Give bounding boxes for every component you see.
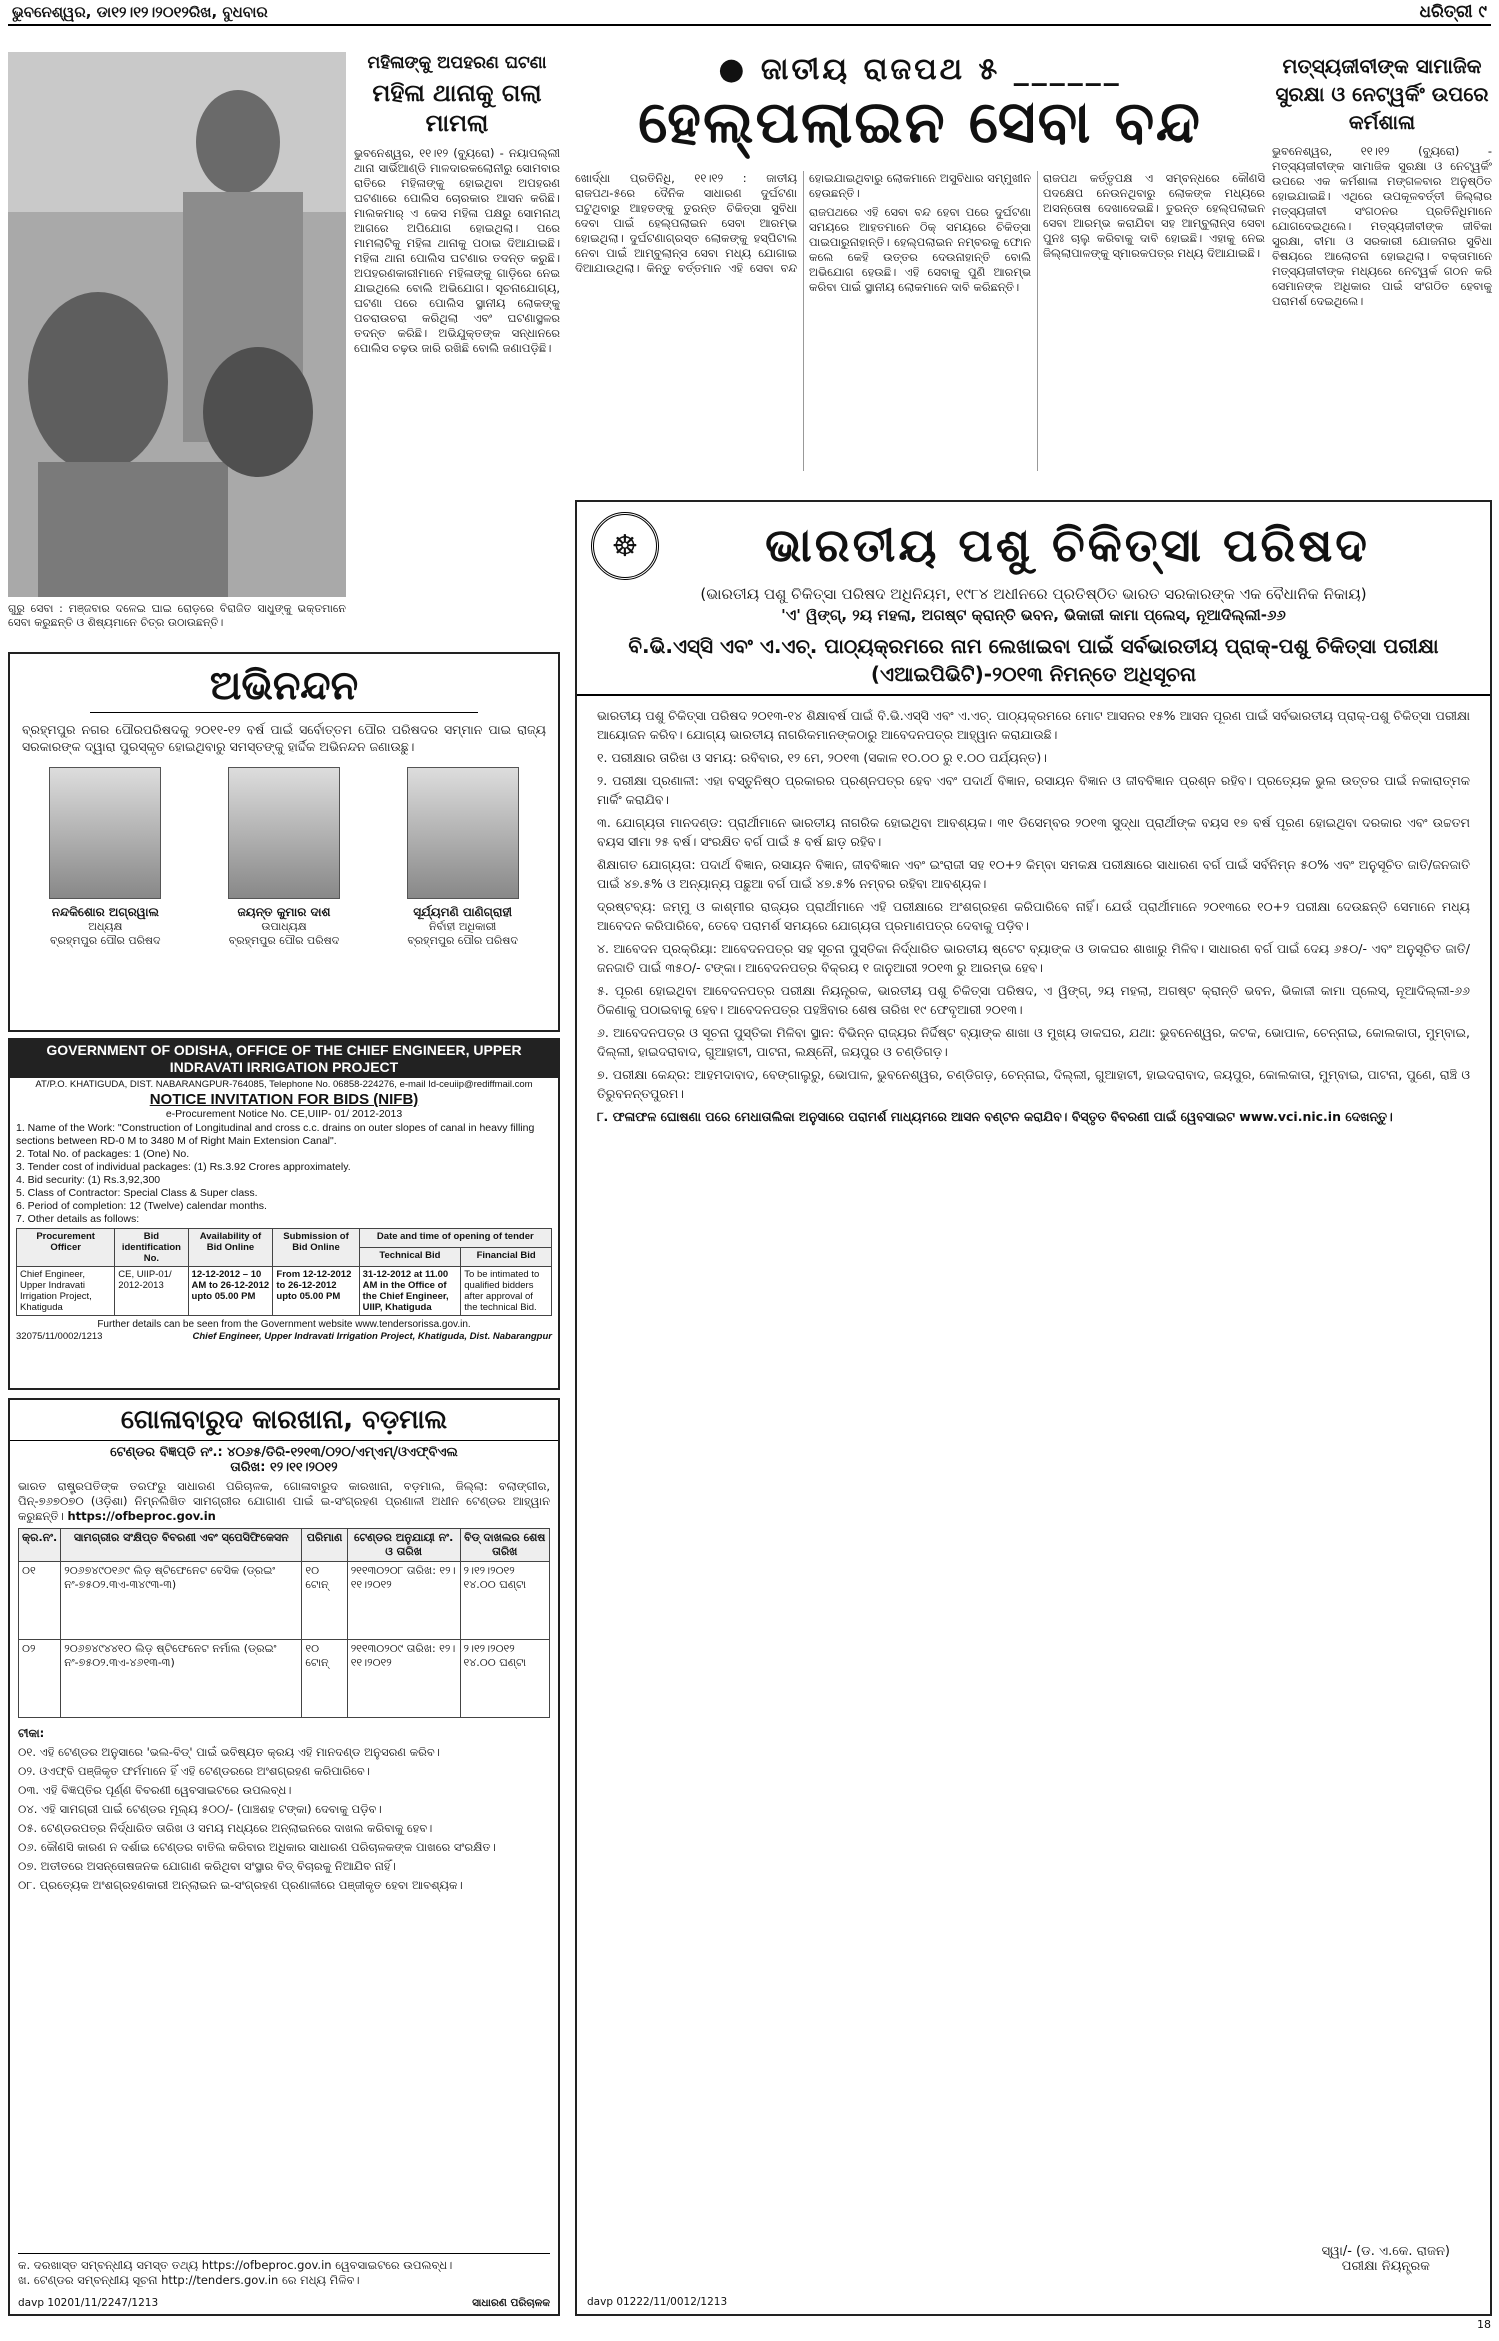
nifb-item: 6. Period of completion: 12 (Twelve) calendar months. xyxy=(16,1200,267,1212)
nifb-sign: Chief Engineer, Upper Indravati Irrigation Project, Khatiguda, Dist. Nabarangpur xyxy=(192,1331,552,1342)
vci-sub2: 'ଏ' ୱିଙ୍ଗ୍, ୨ୟ ମହଲା, ଅଗଷ୍ଟ କ୍ରାନ୍ତି ଭବନ, ଭିକାଜୀ କାମା ପ୍ଲେସ୍, ନୂଆଦିଲ୍ଲୀ-୬୬ xyxy=(781,606,1286,624)
factory-note: ୦୩. ଏହି ବିଜ୍ଞପ୍ତିର ପୂର୍ଣ୍ଣ ବିବରଣୀ ୱେବସାଇଟରେ ଉପଲବ୍ଧ। xyxy=(18,1783,292,1797)
person-name: ଜୟନ୍ତ କୁମାର ଦାଶ xyxy=(237,905,331,919)
table-cell: CE, UIIP-01/ 2012-2013 xyxy=(115,1267,188,1316)
abhinandan-person-1 xyxy=(20,767,190,948)
nifb-item: 7. Other details as follows: xyxy=(16,1213,140,1225)
nifb-item: 1. Name of the Work: "Construction of Longitudinal and cross c.c. drains on outer slopes of canal in heavy filling sections between RD-0 M to 3480 M of Right Main Extension Canal". xyxy=(16,1122,535,1147)
table-row xyxy=(17,1267,552,1316)
nifb-col-group: Date and time of opening of tender xyxy=(359,1229,551,1248)
page-number: 18 xyxy=(1477,2318,1491,2331)
main-story-headline: ହେଲ୍‌ପଲାଇନ ସେବା ବନ୍ଦ xyxy=(638,88,1202,156)
abhinandan-person-2 xyxy=(199,767,369,948)
factory-col-header: ବିଡ୍ ଦାଖଲର ଶେଷ ତାରିଖ xyxy=(460,1529,549,1562)
table-cell: ୨୧୧୩୦୨୦୯ ତାରିଖ: ୧୨।୧୧।୨୦୧୨ xyxy=(347,1640,460,1718)
vci-title: ଭାରତୀୟ ପଶୁ ଚିକିତ୍ସା ପରିଷଦ xyxy=(765,518,1370,572)
table-cell: ୨।୧୨।୨୦୧୨ ୧୪.୦୦ ଘଣ୍ଟା xyxy=(460,1640,549,1718)
factory-note: ୦୫. ଟେଣ୍ଡରପତ୍ର ନିର୍ଦ୍ଧାରିତ ତାରିଖ ଓ ସମୟ ମଧ୍ୟରେ ଅନ୍‌ଲାଇନରେ ଦାଖଲ କରିବାକୁ ହେବ। xyxy=(18,1821,433,1835)
factory-tender-no: ଟେଣ୍ଡର ବିଜ୍ଞପ୍ତି ନଂ.: ୪୦୬୫/ତିରି-୧୨୧୩/୦୨୦/ଏମ୍‌ଏମ୍/ଓଏଫ୍‌ବିଏଲ xyxy=(110,1445,458,1460)
vci-paragraph: ୫. ପୂରଣ ହୋଇଥିବା ଆବେଦନପତ୍ର ପରୀକ୍ଷା ନିୟନ୍ତ୍ରକ, ଭାରତୀୟ ପଶୁ ଚିକିତ୍ସା ପରିଷଦ, ଏ ୱିଙ୍ଗ୍, ୨ୟ ମହଲା, ଅଗଷ୍ଟ କ୍ରାନ୍ତି ଭବନ, ଭିକାଜୀ କାମା ପ୍ଲେସ୍, ନୂଆଦିଲ୍ଲୀ-୬୬ ଠିକଣାକୁ ପଠାଇବାକୁ ହେବ। ଆବେଦନପତ୍ର ପହଞ୍ଚିବାର ଶେଷ ତାରିଖ ୧୯ ଫେବୃଆରୀ ୨୦୧୩। xyxy=(597,983,1470,1017)
factory-note: ୦୨. ଓଏଫ୍‌ବି ପଞ୍ଜିକୃତ ଫର୍ମମାନେ ହିଁ ଏହି ଟେଣ୍ଡରରେ ଅଂଶଗ୍ରହଣ କରିପାରିବେ। xyxy=(18,1764,370,1778)
vci-paragraph: ୭. ପରୀକ୍ଷା କେନ୍ଦ୍ର: ଆହମଦାବାଦ, ବେଙ୍ଗାଲୁରୁ, ଭୋପାଳ, ଭୁବନେଶ୍ୱର, ଚଣ୍ଡିଗଡ଼, ଚେନ୍ନାଇ, ଦିଲ୍ଲୀ, ଗୁଆହାଟୀ, ହାଇଦରାବାଦ, ଜୟପୁର, କୋଲକାତା, ମୁମ୍ବାଇ, ପାଟନା, ପୁଣେ, ରାଞ୍ଚି ଓ ତିରୁବନନ୍ତପୁରମ। xyxy=(597,1067,1470,1101)
nifb-item: 2. Total No. of packages: 1 (One) No. xyxy=(16,1148,190,1160)
factory-intro-text: ଭାରତ ରାଷ୍ଟ୍ରପତିଙ୍କ ତରଫରୁ ସାଧାରଣ ପରିଚାଳକ, ଗୋଳାବାରୁଦ କାରଖାନା, ବଡ଼ମାଲ, ଜିଲ୍ଲା: ବଲାଙ୍ଗୀର, ପିନ୍-୭୬୭୦୭୦ (ଓଡ଼ିଶା) ନିମ୍ନଲିଖିତ ସାମଗ୍ରୀର ଯୋଗାଣ ପାଇଁ ଇ-ସଂଗ୍ରହଣ ପ୍ରଣାଳୀ ଅଧୀନ ଟେଣ୍ଡର ଆହ୍ୱାନ କରୁଛନ୍ତି। xyxy=(18,1479,550,1523)
main-story-col3: ରାଜପଥ କର୍ତ୍ତୃପକ୍ଷ ଏ ସମ୍ବନ୍ଧରେ କୌଣସି ପଦକ୍ଷେପ ନେଉନଥିବାରୁ ଲୋକଙ୍କ ମଧ୍ୟରେ ଅସନ୍ତୋଷ ଦେଖାଦେଇଛି। ତୁରନ୍ତ ହେଲ୍‌ପଲାଇନ ସେବା ଆରମ୍ଭ କରାଯିବା ସହ ଆମ୍ବୁଲାନ୍ସ ସେବା ପୁନଃ ଚାଲୁ କରିବାକୁ ଦାବି ହୋଇଛି। ଏହାକୁ ନେଇ ଜିଲ୍ଲାପାଳଙ୍କୁ ସ୍ମାରକପତ୍ର ମଧ୍ୟ ଦିଆଯାଇଛି। xyxy=(1043,171,1265,260)
table-cell: ୧୦ ଟୋନ୍ xyxy=(302,1640,347,1718)
main-story-col1: ଖୋର୍ଦ୍ଧା ପ୍ରତିନିଧି, ୧୧।୧୨ : ଜାତୀୟ ରାଜପଥ-୫ରେ ଦୈନିକ ସାଧାରଣ ଦୁର୍ଘଟଣା ଘଟୁଥିବାରୁ ଆହତଙ୍କୁ ତୁରନ୍ତ ଚିକିତ୍ସା ସୁବିଧା ଦେବା ପାଇଁ ହେଲ୍‌ପଲାଇନ ସେବା ଆରମ୍ଭ ହୋଇଥିଲା। ଦୁର୍ଘଟଣାଗ୍ରସ୍ତ ଲୋକଙ୍କୁ ହସ୍ପିଟାଲ ନେବା ପାଇଁ ଆମ୍ବୁଲାନ୍ସ ସେବା ମଧ୍ୟ ଯୋଗାଇ ଦିଆଯାଉଥିଲା। କିନ୍ତୁ ବର୍ତ୍ତମାନ ଏହି ସେବା ବନ୍ଦ ହୋଇଯାଇଥିବାରୁ ଲୋକମାନେ ଅସୁବିଧାର ସମ୍ମୁଖୀନ ହେଉଛନ୍ତି। xyxy=(575,171,1031,275)
table-cell: From 12-12-2012 to 26-12-2012 upto 05.00 PM xyxy=(273,1267,359,1316)
portrait-photo xyxy=(407,767,519,899)
vci-body xyxy=(577,696,1490,1140)
factory-table xyxy=(18,1528,550,1718)
table-cell: ୨୦୬୭୪୯୦୧୬୯ ଲିଡ଼ ଷ୍ଟିଫେନେଟ ବେସିକ (ଡ୍ରଇଂ ନଂ-୭୫୦୨.୩ଏ-୩୪୯୩-୩) xyxy=(61,1562,302,1640)
table-cell: ୧୦ ଟୋନ୍ xyxy=(302,1562,347,1640)
person-role: ଅଧ୍ୟକ୍ଷ xyxy=(88,920,123,933)
vci-paragraph: ଦ୍ରଷ୍ଟବ୍ୟ: ଜମ୍ମୁ ଓ କାଶ୍ମୀର ରାଜ୍ୟର ପ୍ରାର୍ଥୀମାନେ ଏହି ପରୀକ୍ଷାରେ ଅଂଶଗ୍ରହଣ କରିପାରିବେ ନାହିଁ। ଯେଉଁ ପ୍ରାର୍ଥୀମାନେ ୨୦୧୩ରେ ୧୦+୨ ପରୀକ୍ଷା ଦେଉଛନ୍ତି ସେମାନେ ମଧ୍ୟ ଆବେଦନ କରିପାରିବେ, ତେବେ ପରାମର୍ଶ ସମୟରେ ଯୋଗ୍ୟତା ପ୍ରମାଣପତ୍ର ଦେବାକୁ ପଡ଼ିବ। xyxy=(597,899,1470,933)
factory-note: ୦୭. ଅତୀତରେ ଅସନ୍ତୋଷଜନକ ଯୋଗାଣ କରିଥିବା ସଂସ୍ଥାର ବିଡ୍ ବିଚାରକୁ ନିଆଯିବ ନାହିଁ। xyxy=(18,1859,396,1873)
abhinandan-title: ଅଭିନନ୍ଦନ xyxy=(90,660,478,713)
factory-col-header: ଟେଣ୍ଡର ଅନୁଯାୟୀ ନଂ. ଓ ତାରିଖ xyxy=(347,1529,460,1562)
table-cell: 12-12-2012 – 10 AM to 26-12-2012 upto 05.00 PM xyxy=(188,1267,273,1316)
table-row xyxy=(19,1640,550,1718)
vci-paragraph: ୮. ଫଳାଫଳ ଘୋଷଣା ପରେ ମେଧାତାଲିକା ଅନୁସାରେ ପରାମର୍ଶ ମାଧ୍ୟମରେ ଆସନ ବଣ୍ଟନ କରାଯିବ। ବିସ୍ତୃତ ବିବରଣୀ ପାଇଁ ୱେବସାଇଟ www.vci.nic.in ଦେଖନ୍ତୁ। xyxy=(597,1109,1393,1124)
vci-paragraph: ୩. ଯୋଗ୍ୟତା ମାନଦଣ୍ଡ: ପ୍ରାର୍ଥୀମାନେ ଭାରତୀୟ ନାଗରିକ ହୋଇଥିବା ଆବଶ୍ୟକ। ୩୧ ଡିସେମ୍ବର ୨୦୧୩ ସୁଦ୍ଧା ପ୍ରାର୍ଥୀଙ୍କ ବୟସ ୧୭ ବର୍ଷ ପୂରଣ ହୋଇଥିବା ଦରକାର ଏବଂ ଉଚ୍ଚତମ ବୟସ ସୀମା ୨୫ ବର୍ଷ। ସଂରକ୍ଷିତ ବର୍ଗ ପାଇଁ ୫ ବର୍ଷ ଛାଡ଼ ରହିବ। xyxy=(597,815,1470,849)
right-story xyxy=(1272,52,1492,492)
factory-col-header: ସାମଗ୍ରୀର ସଂକ୍ଷିପ୍ତ ବିବରଣୀ ଏବଂ ସ୍ପେସିଫିକେସନ xyxy=(61,1529,302,1562)
factory-notes xyxy=(10,1718,558,1901)
brand-page-number: ଧରିତ୍ରୀ ୯ xyxy=(1419,2,1487,22)
nifb-items xyxy=(10,1120,558,1228)
photo-caption: ଗୁରୁ ସେବା : ମଞ୍ଜବାର ଦଳେଇ ଘାଇ ରୋଡ଼ରେ ବିରାଜିତ ସାଧୁଙ୍କୁ ଭକ୍ତମାନେ ସେବା କରୁଛନ୍ତି ଓ ଶିଷ୍ୟମାନେ ଚିତ୍ର ଉଠାଉଛନ୍ତି। xyxy=(8,602,346,629)
nifb-notice xyxy=(8,1038,560,1390)
person-role: ନିର୍ବାହୀ ଅଧିକାରୀ xyxy=(428,920,497,933)
person-org: ବ୍ରହ୍ମପୁର ପୌର ପରିଷଦ xyxy=(228,934,340,947)
factory-date: ତାରିଖ: ୧୨।୧୧।୨୦୧୨ xyxy=(230,1460,338,1475)
abhinandan-people xyxy=(10,763,558,952)
factory-sign: ସାଧାରଣ ପରିଚାଳକ xyxy=(472,2297,550,2309)
nifb-item: 4. Bid security: (1) Rs.3,92,300 xyxy=(16,1174,161,1186)
factory-col-header: ପରିମାଣ xyxy=(302,1529,347,1562)
nifb-notice-no: e-Procurement Notice No. CE,UIIP- 01/ 2012-2013 xyxy=(165,1108,403,1120)
factory-tender xyxy=(8,1398,560,2316)
nifb-further: Further details can be seen from the Government website www.tendersorissa.gov.in. xyxy=(97,1319,471,1330)
vci-paragraph: ଭାରତୀୟ ପଶୁ ଚିକିତ୍ସା ପରିଷଦ ୨୦୧୩-୧୪ ଶିକ୍ଷାବର୍ଷ ପାଇଁ ବି.ଭି.ଏସ୍‌ସି ଏବଂ ଏ.ଏଚ୍. ପାଠ୍ୟକ୍ରମରେ ମୋଟ ଆସନର ୧୫% ଆସନ ପୂରଣ ପାଇଁ ସର୍ବଭାରତୀୟ ପ୍ରାକ୍-ପଶୁ ଚିକିତ୍ସା ପରୀକ୍ଷା ଆୟୋଜନ କରିବ। ଯୋଗ୍ୟ ଭାରତୀୟ ନାଗରିକମାନଙ୍କଠାରୁ ଆବେଦନପତ୍ର ଆହ୍ୱାନ କରାଯାଉଛି। xyxy=(597,708,1470,742)
factory-note: ୦୧. ଏହି ଟେଣ୍ଡର ଅନୁସାରେ 'ଭଲ-ବିଡ୍' ପାଇଁ ଭବିଷ୍ୟତ କ୍ରୟ ଏହି ମାନଦଣ୍ଡ ଅନୁସରଣ କରିବ। xyxy=(18,1745,440,1759)
nifb-title: NOTICE INVITATION FOR BIDS (NIFB) xyxy=(149,1091,419,1108)
right-story-headline: ମତ୍ସ୍ୟଜୀବୀଙ୍କ ସାମାଜିକ ସୁରକ୍ଷା ଓ ନେଟ୍‌ୱର୍କିଂ ଉପରେ କର୍ମଶାଳା xyxy=(1275,54,1489,134)
table-cell: 31-12-2012 at 11.00 AM in the Office of the Chief Engineer, UIIP, Khatiguda xyxy=(359,1267,461,1316)
nifb-col-header: Availability of Bid Online xyxy=(188,1229,273,1267)
table-cell: ୦୧ xyxy=(19,1562,61,1640)
vci-davp: davp 01222/11/0012/1213 xyxy=(587,2296,728,2308)
vci-paragraph: ୪. ଆବେଦନ ପ୍ରକ୍ରିୟା: ଆବେଦନପତ୍ର ସହ ସୂଚନା ପୁସ୍ତିକା ନିର୍ଦ୍ଧାରିତ ଭାରତୀୟ ଷ୍ଟେଟ ବ୍ୟାଙ୍କ ଓ ଡାକଘର ଶାଖାରୁ ମିଳିବ। ସାଧାରଣ ବର୍ଗ ପାଇଁ ଦେୟ ୬୫୦/- ଏବଂ ଅନୁସୂଚିତ ଜାତି/ଜନଜାତି ପାଇଁ ୩୫୦/- ଟଙ୍କା। ଆବେଦନପତ୍ର ବିକ୍ରୟ ୧ ଜାନୁଆରୀ ୨୦୧୩ ରୁ ଆରମ୍ଭ ହେବ। xyxy=(597,941,1470,975)
person-org: ବ୍ରହ୍ମପୁର ପୌର ପରିଷଦ xyxy=(50,934,161,947)
left-story-headline: ମହିଳା ଥାନାକୁ ଗଲା ମାମଲା xyxy=(372,79,542,137)
nifb-address: AT/P.O. KHATIGUDA, DIST. NABARANGPUR-764085, Telephone No. 06858-224276, e-mail Id-ceuiip@rediffmail.com xyxy=(35,1079,533,1090)
nifb-col-header: Bid identification No. xyxy=(115,1229,188,1267)
table-cell: ୨୧୧୩୦୨୦୮ ତାରିଖ: ୧୨।୧୧।୨୦୧୨ xyxy=(347,1562,460,1640)
vci-paragraph: ୬. ଆବେଦନପତ୍ର ଓ ସୂଚନା ପୁସ୍ତିକା ମିଳିବା ସ୍ଥାନ: ବିଭିନ୍ନ ରାଜ୍ୟର ନିର୍ଦ୍ଦିଷ୍ଟ ବ୍ୟାଙ୍କ ଶାଖା ଓ ମୁଖ୍ୟ ଡାକଘର, ଯଥା: ଭୁବନେଶ୍ୱର, କଟକ, ଭୋପାଳ, ଚେନ୍ନାଇ, କୋଲକାତା, ମୁମ୍ବାଇ, ଦିଲ୍ଲୀ, ହାଇଦରାବାଦ, ଗୁଆହାଟୀ, ପାଟନା, ଲକ୍ଷ୍ନୌ, ଜୟପୁର ଓ ଚଣ୍ଡିଗଡ଼। xyxy=(597,1025,1470,1059)
nifb-col-header: Procurement Officer xyxy=(17,1229,115,1267)
main-story-kicker: ● ଜାତୀୟ ରାଜପଥ ୫ ______ xyxy=(718,52,1122,87)
factory-intro xyxy=(10,1475,558,1528)
page-header xyxy=(8,0,1491,26)
abhinandan-person-3 xyxy=(378,767,548,948)
vci-paragraph: ଶିକ୍ଷାଗତ ଯୋଗ୍ୟତା: ପଦାର୍ଥ ବିଜ୍ଞାନ, ରସାୟନ ବିଜ୍ଞାନ, ଜୀବବିଜ୍ଞାନ ଏବଂ ଇଂରାଜୀ ସହ ୧୦+୨ କିମ୍ବା ସମକକ୍ଷ ପରୀକ୍ଷାରେ ସାଧାରଣ ବର୍ଗ ପାଇଁ ସର୍ବନିମ୍ନ ୫୦% ଏବଂ ଅନୁସୂଚିତ ଜାତି/ଜନଜାତି ପାଇଁ ୪୭.୫% ଓ ଅନ୍ୟାନ୍ୟ ପଛୁଆ ବର୍ଗ ପାଇଁ ୪୭.୫% ନମ୍ବର ରହିବା ଆବଶ୍ୟକ। xyxy=(597,857,1470,891)
left-story-body: ଭୁବନେଶ୍ୱର, ୧୧।୧୨ (ବ୍ୟୁରୋ) - ନୟାପଲ୍ଲୀ ଥାନା ସାର୍ଭିଆଣ୍ଡି ମାଳଦାରକଲୋନୀରୁ ସୋମବାର ରାତିରେ ମହିଳାଙ୍କୁ ହୋଇଥିବା ଅପହରଣ ଘଟଣାରେ ପୋଲିସ ଚୋରକାର ଆସନ କରିଛି। ମାଲକମାର୍ ଏ କେସ ମହିଳା ପକ୍ଷରୁ ସୋମନାଥ୍ ଆଗରେ ଅପିଯୋଗ ହୋଇଥିଲା। ପରେ ମାମଲାଟିକୁ ମହିଳା ଥାନାକୁ ପଠାଇ ଦିଆଯାଇଛି। ମହିଳା ଥାନା ପୋଲିସ ଘଟଣାର ତଦନ୍ତ କରୁଛି। ଅପହରଣକାରୀମାନେ ମହିଳାଙ୍କୁ ଗାଡ଼ିରେ ନେଇ ଯାଇଥିଲେ ବୋଲି ଅଭିଯୋଗ। ସୂଚନାଯୋଗ୍ୟ, ଘଟଣା ପରେ ପୋଲିସ ସ୍ଥାନୀୟ ଲୋକଙ୍କୁ ପଚରାଉଚରା କରିଥିଲା ଏବଂ ଘଟଣାସ୍ଥଳର ତଦନ୍ତ କରିଛି। ଅଭିଯୁକ୍ତଙ୍କ ସନ୍ଧାନରେ ପୋଲିସ ଚଢ଼ଉ ଜାରି ରଖିଛି ବୋଲି ଜଣାପଡ଼ିଛି। xyxy=(354,146,560,355)
nifb-item: 3. Tender cost of individual packages: (1) Rs.3.92 Crores approximately. xyxy=(16,1161,351,1173)
table-row xyxy=(19,1562,550,1640)
nifb-ref: 32075/11/0002/1213 xyxy=(16,1331,103,1342)
main-story xyxy=(575,52,1265,492)
vci-sub1: (ଭାରତୀୟ ପଶୁ ଚିକିତ୍ସା ପରିଷଦ ଅଧିନିୟମ, ୧୯୮୪ ଅଧୀନରେ ପ୍ରତିଷ୍ଠିତ ଭାରତ ସରକାରଙ୍କ ଏକ ବୈଧାନିକ ନିକାୟ) xyxy=(700,585,1367,603)
main-story-col2: ରାଜପଥରେ ଏହି ସେବା ବନ୍ଦ ହେବା ପରେ ଦୁର୍ଘଟଣା ସମୟରେ ଆହତମାନେ ଠିକ୍ ସମୟରେ ଚିକିତ୍ସା ପାଇପାରୁନାହାନ୍ତି। ହେଲ୍‌ପଲାଇନ ନମ୍ବରକୁ ଫୋନ କଲେ କେହି ଉତ୍ତର ଦେଉନାହାନ୍ତି ବୋଲି ଅଭିଯୋଗ ହେଉଛି। ଏହି ସେବାକୁ ପୁଣି ଆରମ୍ଭ କରିବା ପାଇଁ ସ୍ଥାନୀୟ ଲୋକମାନେ ଦାବି କରିଛନ୍ତି। xyxy=(809,205,1031,294)
left-story xyxy=(8,52,560,650)
vci-emblem-icon: ☸ xyxy=(591,512,659,580)
left-story-text xyxy=(354,52,560,650)
nifb-col-header: Technical Bid xyxy=(359,1248,461,1267)
nifb-item: 5. Class of Contractor: Special Class & Super class. xyxy=(16,1187,258,1199)
factory-note: ୦୪. ଏହି ସାମଗ୍ରୀ ପାଇଁ ଟେଣ୍ଡର ମୂଲ୍ୟ ୫୦୦/- (ପାଞ୍ଚଶହ ଟଙ୍କା) ଦେବାକୁ ପଡ଼ିବ। xyxy=(18,1802,382,1816)
vci-heading: ବି.ଭି.ଏସ୍‌ସି ଏବଂ ଏ.ଏଚ୍. ପାଠ୍ୟକ୍ରମରେ ନାମ ଲେଖାଇବା ପାଇଁ ସର୍ବଭାରତୀୟ ପ୍ରାକ୍-ପଶୁ ଚିକିତ୍ସା ପରୀକ୍ଷା (ଏଆଇପିଭିଟି)-୨୦୧୩ ନିମନ୍ତେ ଅଧିସୂଚନା xyxy=(577,626,1490,696)
nifb-table xyxy=(16,1228,552,1316)
table-cell: ୨୦୬୭୪୯୪୪୧୦ ଲିଡ଼ ଷ୍ଟିଫେନେଟ ନର୍ମାଲ (ଡ୍ରଇଂ ନଂ-୭୫୦୨.୩ଏ-୪୬୧୩-୩) xyxy=(61,1640,302,1718)
portrait-photo xyxy=(228,767,340,899)
vci-sign-title: ପରୀକ୍ଷା ନିୟନ୍ତ୍ରକ xyxy=(1341,2259,1430,2274)
person-name: ନନ୍ଦକିଶୋର ଅଗ୍ରୱାଲ xyxy=(51,905,159,919)
factory-footnotes xyxy=(18,2253,550,2288)
abhinandan-message: ବ୍ରହ୍ମପୁର ନଗର ପୌରପରିଷଦକୁ ୨୦୧୧-୧୨ ବର୍ଷ ପାଇଁ ସର୍ବୋତ୍ତମ ପୌର ପରିଷଦର ସମ୍ମାନ ପାଇ ରାଜ୍ୟ ସରକାରଙ୍କ ଦ୍ୱାରା ପୁରସ୍କୃତ ହୋଇଥିବାରୁ ସମସ୍ତଙ୍କୁ ହାର୍ଦ୍ଦିକ ଅଭିନନ୍ଦନ ଜଣାଉଛୁ। xyxy=(22,722,546,754)
person-name: ସୂର୍ଯ୍ୟମଣି ପାଣିଗ୍ରାହୀ xyxy=(413,905,513,919)
factory-notes-label: ଟୀକା: xyxy=(18,1726,45,1740)
left-story-kicker: ମହିଳାଙ୍କୁ ଅପହରଣ ଘଟଣା xyxy=(367,53,547,73)
table-cell: ୦୨ xyxy=(19,1640,61,1718)
dateline: ଭୁବନେଶ୍ୱର, ଡା୧୨।୧୨।୨୦୧୨ରିଖ, ବୁଧବାର xyxy=(12,3,268,21)
sadhu-photo-graphic xyxy=(8,52,346,597)
person-org: ବ୍ରହ୍ମପୁର ପୌର ପରିଷଦ xyxy=(407,934,518,947)
factory-title: ଗୋଳାବାରୁଦ କାରଖାନା, ବଡ଼ମାଲ xyxy=(10,1400,558,1441)
nifb-gov-line: GOVERNMENT OF ODISHA, OFFICE OF THE CHIEF ENGINEER, UPPER INDRAVATI IRRIGATION PROJECT xyxy=(10,1040,558,1078)
vci-paragraph: ୧. ପରୀକ୍ଷାର ତାରିଖ ଓ ସମୟ: ରବିବାର, ୧୨ ମେ, ୨୦୧୩ (ସକାଳ ୧୦.୦୦ ରୁ ୧.୦୦ ପର୍ଯ୍ୟନ୍ତ)। xyxy=(597,750,1047,765)
factory-col-header: କ୍ର.ନଂ. xyxy=(19,1529,61,1562)
factory-footnote: କ. ଦରଖାସ୍ତ ସମ୍ବନ୍ଧୀୟ ସମସ୍ତ ତଥ୍ୟ https://ofbeproc.gov.in ୱେବସାଇଟରେ ଉପଲବ୍ଧ। xyxy=(18,2258,453,2272)
person-role: ଉପାଧ୍ୟକ୍ଷ xyxy=(261,920,307,933)
table-cell: ୨।୧୨।୨୦୧୨ ୧୪.୦୦ ଘଣ୍ଟା xyxy=(460,1562,549,1640)
table-cell: Chief Engineer, Upper Indravati Irrigation Project, Khatiguda xyxy=(17,1267,115,1316)
vci-sign-line: ସ୍ୱା/- (ଡ. ଏ.କେ. ରାଜନ) xyxy=(1321,2244,1450,2259)
factory-url[interactable]: https://ofbeproc.gov.in xyxy=(67,1509,216,1523)
factory-davp: davp 10201/11/2247/1213 xyxy=(18,2297,159,2309)
abhinandan-ad xyxy=(8,652,560,1032)
nifb-col-header: Submission of Bid Online xyxy=(273,1229,359,1267)
vci-signature xyxy=(1322,2244,1450,2274)
factory-note: ୦୬. କୌଣସି କାରଣ ନ ଦର୍ଶାଇ ଟେଣ୍ଡର ବାତିଲ କରିବାର ଅଧିକାର ସାଧାରଣ ପରିଚାଳକଙ୍କ ପାଖରେ ସଂରକ୍ଷିତ। xyxy=(18,1840,496,1854)
factory-footnote: ଖ. ଟେଣ୍ଡର ସମ୍ବନ୍ଧୀୟ ସୂଚନା http://tenders.gov.in ରେ ମଧ୍ୟ ମିଳିବ। xyxy=(18,2273,360,2287)
sadhu-photo xyxy=(8,52,346,597)
table-cell: To be intimated to qualified bidders after approval of the technical Bid. xyxy=(461,1267,552,1316)
factory-note: ୦୮. ପ୍ରତ୍ୟେକ ଅଂଶଗ୍ରହଣକାରୀ ଅନ୍‌ଲାଇନ ଇ-ସଂଗ୍ରହଣ ପ୍ରଣାଳୀରେ ପଞ୍ଜୀକୃତ ହେବା ଆବଶ୍ୟକ। xyxy=(18,1878,463,1892)
main-story-columns xyxy=(575,171,1265,471)
nifb-col-header: Financial Bid xyxy=(461,1248,552,1267)
right-story-body: ଭୁବନେଶ୍ୱର, ୧୧।୧୨ (ବ୍ୟୁରୋ) - ମତ୍ସ୍ୟଜୀବୀଙ୍କ ସାମାଜିକ ସୁରକ୍ଷା ଓ ନେଟ୍‌ୱର୍କିଂ ଉପରେ ଏକ କର୍ମଶାଳା ମଙ୍ଗଳବାର ଅନୁଷ୍ଠିତ ହୋଇଯାଇଛି। ଏଥିରେ ଉପକୂଳବର୍ତ୍ତୀ ଜିଲ୍ଲାର ମତ୍ସ୍ୟଜୀବୀ ସଂଗଠନର ପ୍ରତିନିଧିମାନେ ଯୋଗଦେଇଥିଲେ। ମତ୍ସ୍ୟଜୀବୀଙ୍କ ଜୀବିକା ସୁରକ୍ଷା, ବୀମା ଓ ସରକାରୀ ଯୋଜନାର ସୁବିଧା ବିଷୟରେ ଆଲୋଚନା ହୋଇଥିଲା। ବକ୍ତାମାନେ ମତ୍ସ୍ୟଜୀବୀଙ୍କ ମଧ୍ୟରେ ନେଟ୍‌ୱର୍କ ଗଠନ କରି ସେମାନଙ୍କ ଅଧିକାର ପାଇଁ ସଂଗଠିତ ହେବାକୁ ପରାମର୍ଶ ଦେଇଥିଲେ। xyxy=(1272,144,1492,308)
vci-notification xyxy=(575,500,1492,2316)
vci-paragraph: ୨. ପରୀକ୍ଷା ପ୍ରଣାଳୀ: ଏହା ବସ୍ତୁନିଷ୍ଠ ପ୍ରକାରର ପ୍ରଶ୍ନପତ୍ର ହେବ ଏବଂ ପଦାର୍ଥ ବିଜ୍ଞାନ, ରସାୟନ ବିଜ୍ଞାନ ଓ ଜୀବବିଜ୍ଞାନ ପ୍ରଶ୍ନ ରହିବ। ପ୍ରତ୍ୟେକ ଭୁଲ ଉତ୍ତର ପାଇଁ ନକାରାତ୍ମକ ମାର୍କିଂ କରାଯିବ। xyxy=(597,773,1470,807)
portrait-photo xyxy=(49,767,161,899)
main-story-kicker-text: ଜାତୀୟ ରାଜପଥ ୫ xyxy=(760,52,1001,87)
